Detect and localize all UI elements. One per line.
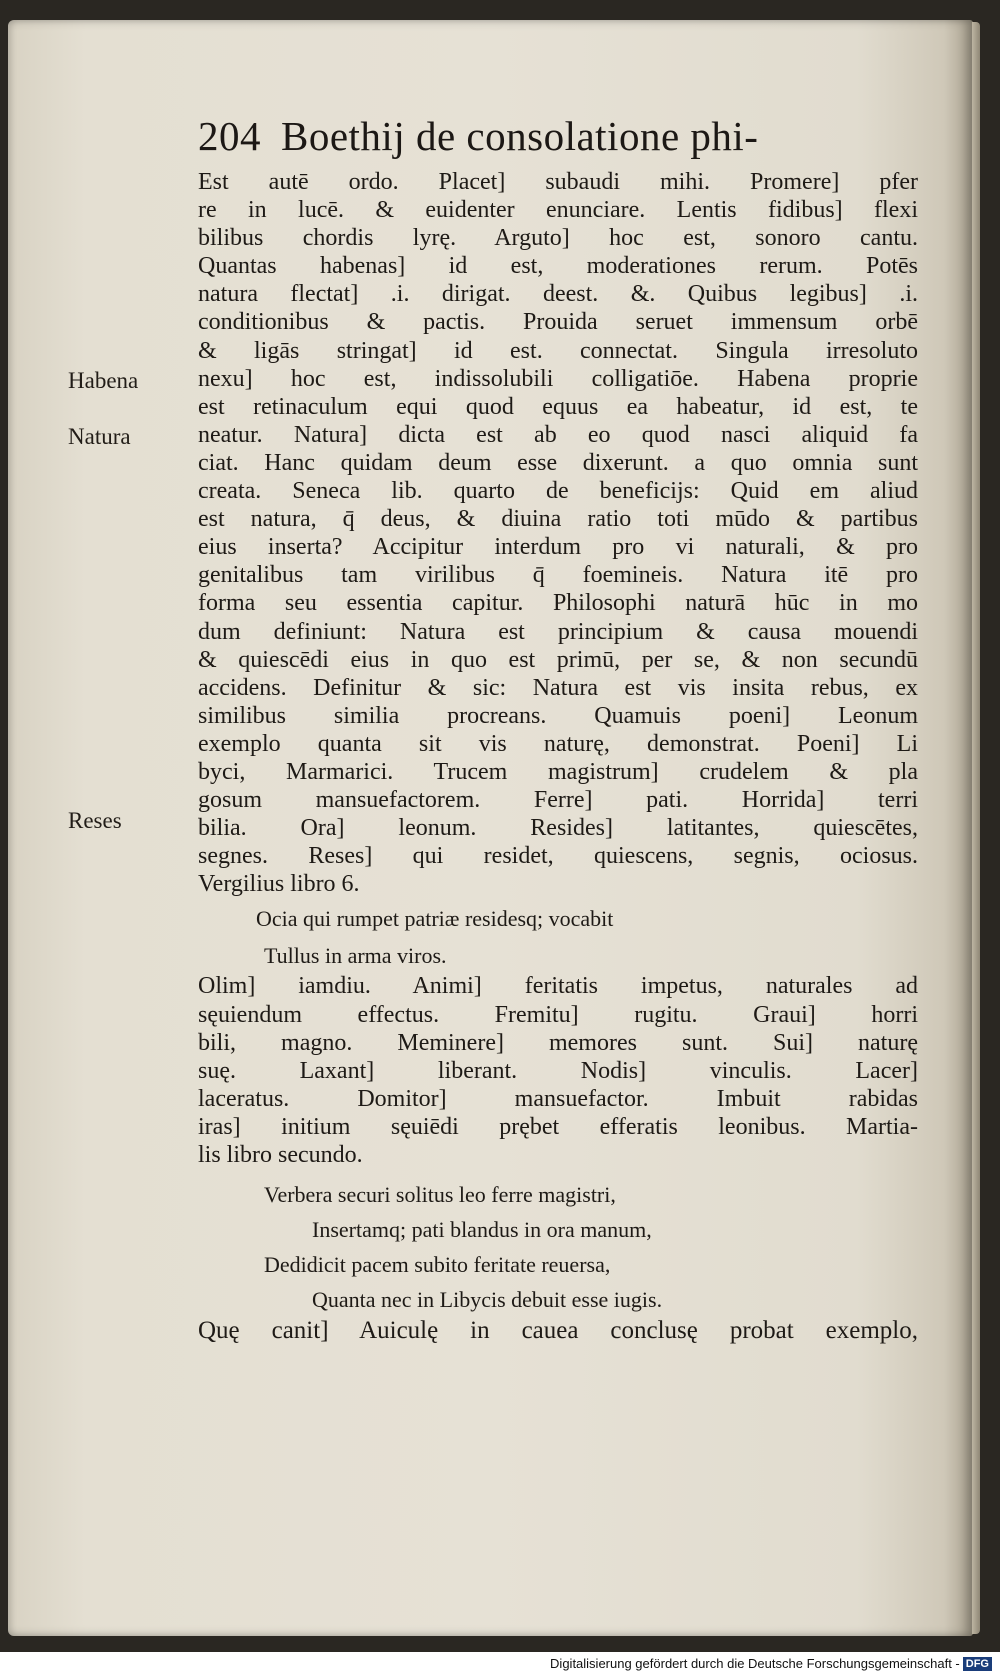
text-line: bilibus chordis lyrę. Arguto] hoc est, sonoro cantu. <box>198 225 918 252</box>
text-line: bilia. Ora] leonum. Resides] latitantes, quiescētes, <box>198 815 918 842</box>
verse-quote-martial: Verbera securi solitus leo ferre magistri, <box>264 1182 616 1208</box>
text-line: est retinaculum equi quod equus ea habeatur, id est, te <box>198 393 918 420</box>
verse-quote-vergil: Ocia qui rumpet patriæ residesq; vocabit <box>256 906 614 932</box>
verse-quote-vergil: Tullus in arma viros. <box>264 943 447 969</box>
text-line: nexu] hoc est, indissolubili colligatiōe. Habena proprie <box>198 365 918 392</box>
margin-note-reses: Reses <box>68 808 122 833</box>
verse-quote-martial: Dedidicit pacem subito feritate reuersa, <box>264 1252 611 1278</box>
margin-note-natura: Natura <box>68 424 131 449</box>
text-line: accidens. Definitur & sic: Natura est vis insita rebus, ex <box>198 674 918 701</box>
running-title: Boethij de consolatione phi- <box>281 113 759 159</box>
text-line: byci, Marmarici. Trucem magistrum] crudelem & pla <box>198 758 918 785</box>
text-line: est natura, q̄ deus, & diuina ratio toti mūdo & partibus <box>198 506 918 533</box>
digitization-credit <box>550 1656 992 1671</box>
text-line: Quantas habenas] id est, moderationes rerum. Potēs <box>198 253 918 280</box>
page-edge <box>972 22 980 1634</box>
text-line: gosum mansuefactorem. Ferre] pati. Horrida] terri <box>198 787 918 814</box>
text-line: laceratus. Domitor] mansuefactor. Imbuit rabidas <box>198 1085 918 1112</box>
main-text <box>198 168 918 1345</box>
text-line: creata. Seneca lib. quarto de beneficijs: Quid em aliud <box>198 478 918 505</box>
running-head <box>198 112 758 160</box>
page-number: 204 <box>198 113 261 159</box>
margin-note-habena: Habena <box>68 368 139 393</box>
text-line: segnes. Reses] qui residet, quiescens, segnis, ociosus. <box>198 843 918 870</box>
text-line: genitalibus tam virilibus q̄ foemineis. Natura itē pro <box>198 562 918 589</box>
text-line: conditionibus & pactis. Prouida seruet immensum orbē <box>198 309 918 336</box>
text-line: & quiescēdi eius in quo est primū, per se, & non secundū <box>198 646 918 673</box>
text-line: Vergilius libro 6. <box>198 871 360 898</box>
text-line: exemplo quanta sit vis naturę, demonstrat. Poeni] Li <box>198 730 918 757</box>
credit-text: Digitalisierung gefördert durch die Deutsche Forschungsgemeinschaft - <box>550 1656 960 1671</box>
dfg-logo: DFG <box>963 1657 992 1671</box>
text-line: similibus similia procreans. Quamuis poeni] Leonum <box>198 702 918 729</box>
text-line: bili, magno. Meminere] memores sunt. Sui] naturę <box>198 1029 918 1056</box>
text-line: re in lucē. & euidenter enunciare. Lentis fidibus] flexi <box>198 197 918 224</box>
verse-quote-martial: Insertamq; pati blandus in ora manum, <box>312 1217 652 1243</box>
text-line: iras] initium sęuiēdi prębet efferatis leonibus. Martia- <box>198 1113 918 1140</box>
text-line: suę. Laxant] liberant. Nodis] vinculis. Lacer] <box>198 1057 918 1084</box>
text-line-final: Quę canit] Auiculę in cauea conclusę probat exemplo, <box>198 1317 918 1345</box>
text-line: eius inserta? Accipitur interdum pro vi naturali, & pro <box>198 534 918 561</box>
text-line: natura flectat] .i. dirigat. deest. &. Quibus legibus] .i. <box>198 281 918 308</box>
text-line: & ligās stringat] id est. connectat. Singula irresoluto <box>198 337 918 364</box>
text-line: ciat. Hanc quidam deum esse dixerunt. a quo omnia sunt <box>198 449 918 476</box>
text-line: sęuiendum effectus. Fremitu] rugitu. Graui] horri <box>198 1001 918 1028</box>
verse-quote-martial: Quanta nec in Libycis debuit esse iugis. <box>312 1287 663 1313</box>
text-line: Olim] iamdiu. Animi] feritatis impetus, naturales ad <box>198 973 918 1000</box>
text-line: lis libro secundo. <box>198 1142 363 1168</box>
text-line: forma seu essentia capitur. Philosophi naturā hūc in mo <box>198 590 918 617</box>
text-line: neatur. Natura] dicta est ab eo quod nasci aliquid fa <box>198 421 918 448</box>
text-line: dum definiunt: Natura est principium & causa mouendi <box>198 618 918 645</box>
text-line: Est autē ordo. Placet] subaudi mihi. Promere] pfer <box>198 169 918 195</box>
